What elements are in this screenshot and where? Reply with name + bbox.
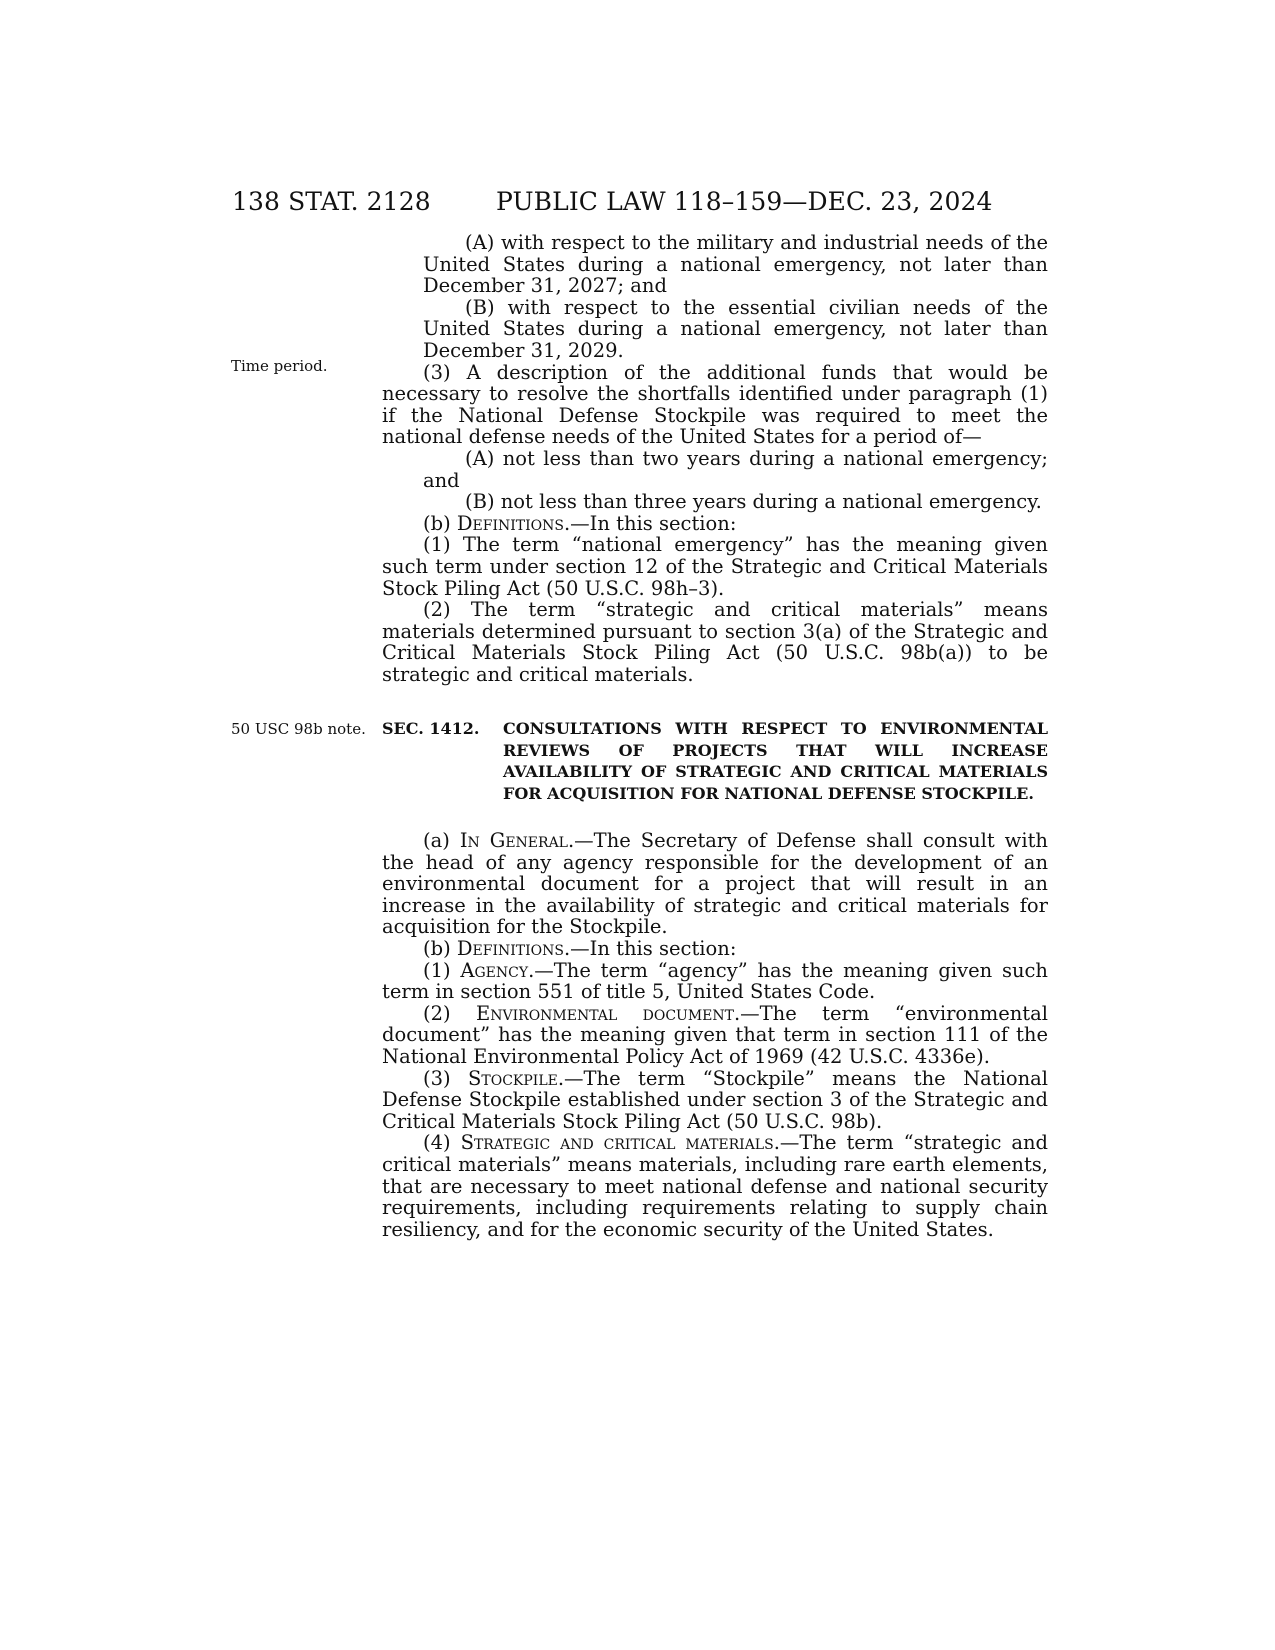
definition-1: (1) The term “national emergency” has the meaning given such term under section 12 of the Strategic and Critical Materials Stock Piling Act (50 U.S.C. 98h–3). [382, 533, 1048, 600]
definition-agency-label: Agency [460, 958, 529, 982]
section-heading [382, 718, 1048, 805]
subsection-b-label: Definitions [456, 936, 564, 960]
definition-stockpile-prefix: (3) [423, 1066, 469, 1090]
subparagraph-a: (A) with respect to the military and industrial needs of the United States during a national emergency, not later than December 31, 2027; and [423, 231, 1048, 298]
subsection-b [382, 938, 1048, 960]
definitions-prefix: (b) [423, 511, 457, 535]
subsection-b-text: .—In this section: [563, 936, 737, 960]
definition-stockpile-text: .—The term “Stockpile” means the National Defense Stockpile established under section 3 of the Strategic and Critical Materials Stock Piling Act (50 U.S.C. 98b). [382, 1066, 1049, 1133]
subsection-a-label: In General [459, 829, 568, 852]
paragraph-3-subparagraph-a: (A) not less than two years during a national emergency; and [423, 446, 1048, 492]
definition-stockpile-label: Stockpile [468, 1066, 558, 1090]
subsection-a-text: .—The Secretary of Defense shall consult with the head of any agency responsible for the development of an environmental document for a project that will result in an increase in the availability of strategic and critical materials for acquisition for the Stockpile. [382, 829, 1048, 939]
running-header-title: PUBLIC LAW 118–159—DEC. 23, 2024 [496, 187, 993, 216]
paragraph-3: (3) A description of the additional funds that would be necessary to resolve the shortfalls identified under paragraph (1) if the National Defense Stockpile was required to meet the national defense needs of the United States for a period of— [382, 360, 1048, 449]
subsection-a-prefix: (a) [423, 829, 460, 852]
definition-strategic-critical-materials [382, 1132, 1048, 1240]
subsection-a [382, 830, 1048, 938]
definition-agency [382, 960, 1048, 1003]
subparagraph-b: (B) with respect to the essential civilian needs of the United States during a national emergency, not later than December 31, 2029. [423, 295, 1048, 362]
section-number: SEC. 1412. [382, 719, 480, 738]
definitions-label: Definitions [456, 511, 564, 535]
definition-scm-prefix: (4) [423, 1131, 461, 1155]
section-body [382, 830, 1048, 1240]
definition-scm-text: .—The term “strategic and critical materials” means materials, including rare earth elements, that are necessary to meet national defense and national security requirements, including requirements relating to supply chain resiliency, and for the economic security of the United States. [382, 1131, 1049, 1241]
definitions-rest: .—In this section: [563, 511, 737, 535]
definition-env-doc-label: Environmental document [476, 1001, 734, 1025]
definition-stockpile [382, 1068, 1048, 1133]
paragraph-3-subparagraph-b: (B) not less than three years during a national emergency. [465, 490, 1042, 514]
section-title: CONSULTATIONS WITH RESPECT TO ENVIRONMENTAL REVIEWS OF PROJECTS THAT WILL INCREASE AVAILABILITY OF STRATEGIC AND CRITICAL MATERIALS FOR ACQUISITION FOR NATIONAL DEFENSE STOCKPILE. [503, 719, 1048, 804]
statute-page-number: 138 STAT. 2128 [232, 187, 431, 216]
definition-2: (2) The term “strategic and critical materials” means materials determined pursuant to section 3(a) of the Strategic and Critical Materials Stock Piling Act (50 U.S.C. 98b(a)) to be strategic and critical materials. [382, 598, 1048, 686]
margin-note-time-period: Time period. [231, 357, 328, 375]
definition-agency-prefix: (1) [423, 958, 461, 982]
definitions-heading [382, 513, 1048, 535]
definition-env-doc-prefix: (2) [423, 1001, 477, 1025]
continued-provisions [382, 232, 1048, 685]
definition-scm-label: Strategic and critical materials [460, 1131, 774, 1155]
subsection-b-prefix: (b) [423, 936, 457, 960]
definition-env-doc-text: .—The term “environmental document” has the meaning given that term in section 111 of the National Environmental Policy Act of 1969 (42 U.S.C. 4336e). [382, 1001, 1048, 1068]
definition-environmental-document [382, 1003, 1048, 1068]
margin-note-usc: 50 USC 98b note. [231, 720, 366, 738]
definition-agency-text: .—The term “agency” has the meaning given such term in section 551 of title 5, United States Code. [382, 958, 1048, 1004]
